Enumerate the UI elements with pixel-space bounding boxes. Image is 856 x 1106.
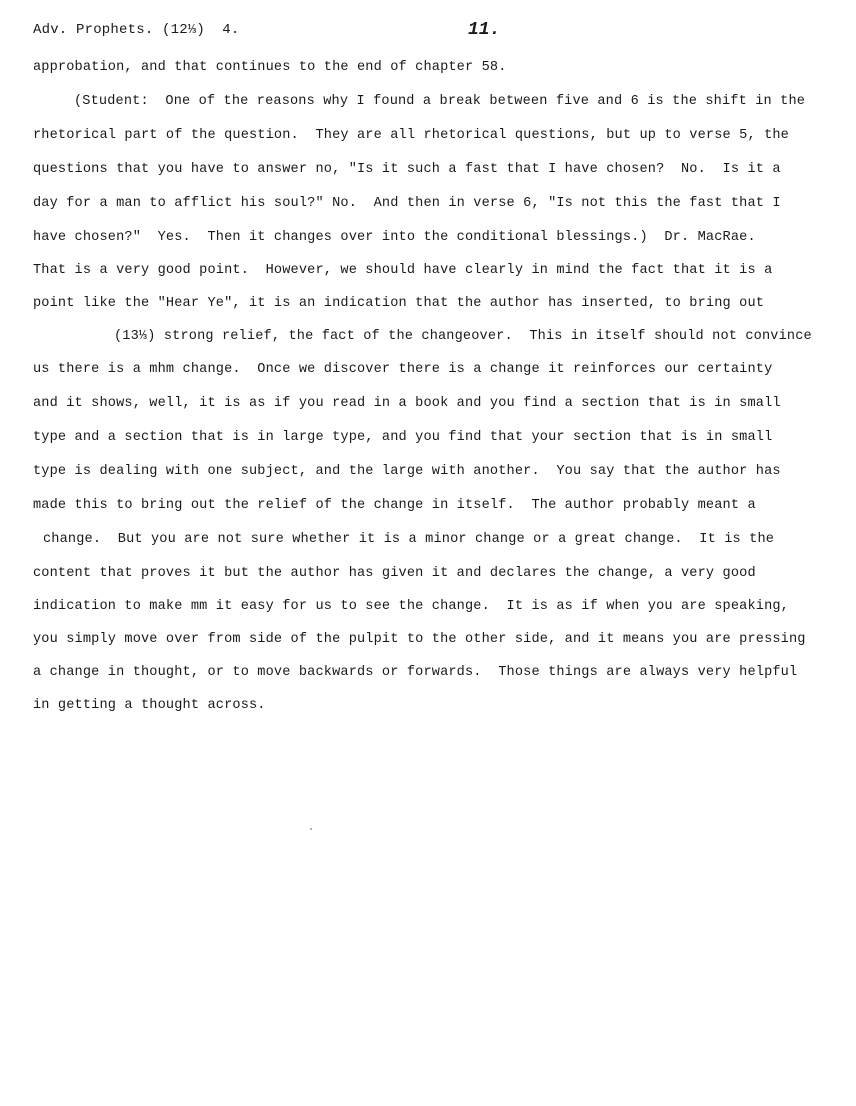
body-line: made this to bring out the relief of the change in itself. The author probably meant a — [33, 498, 756, 513]
body-line: day for a man to afflict his soul?" No. And then in verse 6, "Is not this the fast that I — [33, 196, 781, 211]
body-line: a change in thought, or to move backwards or forwards. Those things are always very helpful — [33, 665, 798, 680]
body-line: questions that you have to answer no, "Is it such a fast that I have chosen? No. Is it a — [33, 162, 781, 177]
body-line: type is dealing with one subject, and the large with another. You say that the author has — [33, 464, 781, 479]
body-line: approbation, and that continues to the end of chapter 58. — [33, 60, 507, 75]
body-line: us there is a mhm change. Once we discover there is a change it reinforces our certainty — [33, 362, 773, 377]
body-line: type and a section that is in large type, and you find that your section that is in small — [33, 430, 773, 445]
body-line: and it shows, well, it is as if you read in a book and you find a section that is in small — [33, 396, 781, 411]
body-line: rhetorical part of the question. They are all rhetorical questions, but up to verse 5, the — [33, 128, 789, 143]
body-line: content that proves it but the author has given it and declares the change, a very good — [33, 566, 756, 581]
body-line: indication to make mm it easy for us to see the change. It is as if when you are speaking, — [33, 599, 789, 614]
paper-speck — [310, 828, 312, 830]
body-line: in getting a thought across. — [33, 698, 266, 713]
body-line: That is a very good point. However, we should have clearly in mind the fact that it is a — [33, 263, 773, 278]
page-number: 11. — [468, 20, 501, 40]
body-line: point like the "Hear Ye", it is an indication that the author has inserted, to bring out — [33, 296, 765, 311]
body-line: (Student: One of the reasons why I found a break between five and 6 is the shift in the — [74, 94, 806, 109]
body-line: you simply move over from side of the pulpit to the other side, and it means you are pressing — [33, 632, 806, 647]
page-header: Adv. Prophets. (12⅓) 4. — [33, 22, 240, 38]
body-line: change. But you are not sure whether it is a minor change or a great change. It is the — [43, 532, 775, 547]
body-line: have chosen?" Yes. Then it changes over into the conditional blessings.) Dr. MacRae. — [33, 230, 756, 245]
body-line: (13⅓) strong relief, the fact of the changeover. This in itself should not convince — [114, 329, 812, 344]
